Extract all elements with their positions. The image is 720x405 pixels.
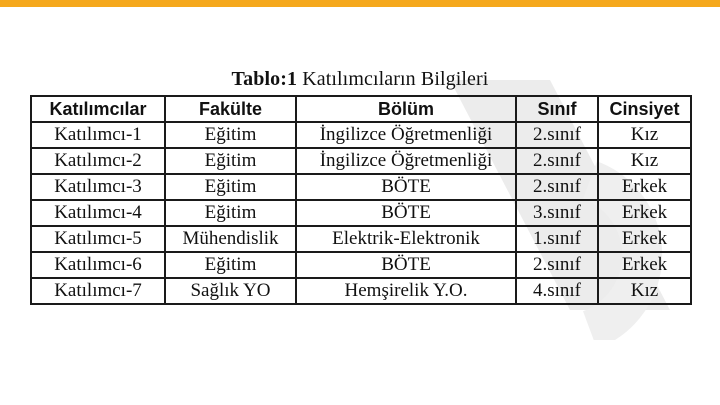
cell-class: 3.sınıf	[516, 200, 598, 226]
cell-participant: Katılımcı-4	[31, 200, 165, 226]
cell-faculty: Mühendislik	[165, 226, 296, 252]
table-row	[31, 252, 691, 278]
header-gender: Cinsiyet	[598, 96, 691, 122]
cell-department: Hemşirelik Y.O.	[296, 278, 516, 304]
table-header-row	[31, 96, 691, 122]
cell-gender: Erkek	[598, 252, 691, 278]
cell-department: BÖTE	[296, 200, 516, 226]
cell-class: 2.sınıf	[516, 174, 598, 200]
cell-gender: Erkek	[598, 200, 691, 226]
cell-participant: Katılımcı-3	[31, 174, 165, 200]
cell-class: 2.sınıf	[516, 122, 598, 148]
cell-faculty: Eğitim	[165, 122, 296, 148]
table-row	[31, 174, 691, 200]
cell-faculty: Eğitim	[165, 148, 296, 174]
cell-department: BÖTE	[296, 252, 516, 278]
cell-class: 4.sınıf	[516, 278, 598, 304]
cell-participant: Katılımcı-6	[31, 252, 165, 278]
cell-department: Elektrik-Elektronik	[296, 226, 516, 252]
cell-gender: Erkek	[598, 226, 691, 252]
cell-gender: Kız	[598, 278, 691, 304]
cell-participant: Katılımcı-2	[31, 148, 165, 174]
cell-participant: Katılımcı-1	[31, 122, 165, 148]
cell-department: İngilizce Öğretmenliği	[296, 148, 516, 174]
caption-label: Tablo:1	[231, 68, 298, 90]
cell-participant: Katılımcı-7	[31, 278, 165, 304]
table-row	[31, 226, 691, 252]
table-caption	[0, 68, 720, 91]
top-accent-bar	[0, 0, 720, 7]
table-row	[31, 200, 691, 226]
cell-gender: Kız	[598, 122, 691, 148]
cell-class: 2.sınıf	[516, 148, 598, 174]
table-row	[31, 278, 691, 304]
cell-class: 2.sınıf	[516, 252, 598, 278]
cell-faculty: Eğitim	[165, 200, 296, 226]
participants-table	[30, 95, 692, 305]
cell-gender: Kız	[598, 148, 691, 174]
table-row	[31, 122, 691, 148]
cell-faculty: Sağlık YO	[165, 278, 296, 304]
header-department: Bölüm	[296, 96, 516, 122]
cell-gender: Erkek	[598, 174, 691, 200]
cell-participant: Katılımcı-5	[31, 226, 165, 252]
cell-department: BÖTE	[296, 174, 516, 200]
table-row	[31, 148, 691, 174]
cell-department: İngilizce Öğretmenliği	[296, 122, 516, 148]
header-faculty: Fakülte	[165, 96, 296, 122]
header-class: Sınıf	[516, 96, 598, 122]
cell-faculty: Eğitim	[165, 174, 296, 200]
header-participants: Katılımcılar	[31, 96, 165, 122]
cell-faculty: Eğitim	[165, 252, 296, 278]
caption-text: Katılımcıların Bilgileri	[297, 68, 489, 90]
cell-class: 1.sınıf	[516, 226, 598, 252]
